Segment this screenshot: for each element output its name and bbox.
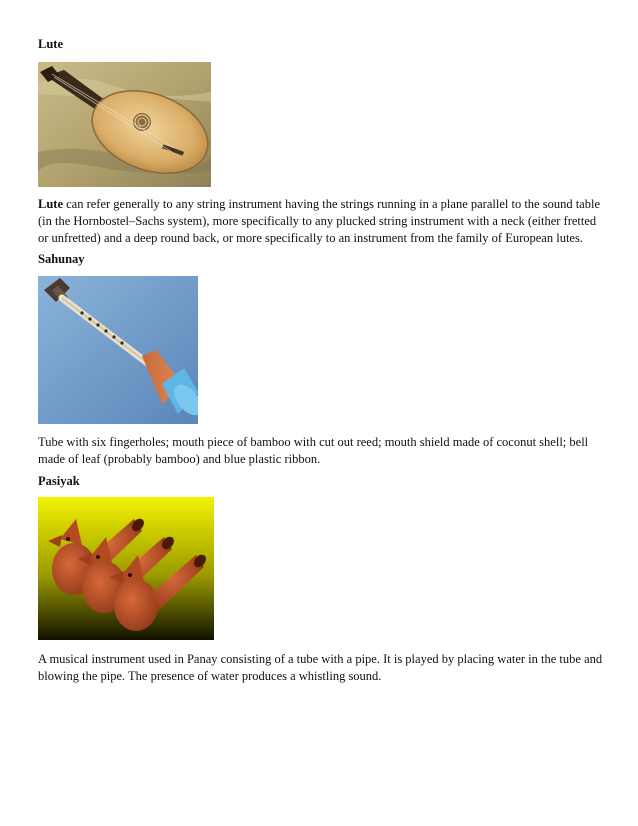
heading-pasiyak: Pasiyak [38, 474, 80, 488]
lute-description-text: can refer generally to any string instrument having the strings running in a plane parallel to the sound table (in the Hornbostel–Sachs system), more specifically to any plucked string instrument with a neck (either fretted or unfretted) and a deep round back, or more specifically to an instrument from the family of European lutes. [38, 197, 600, 245]
pasiyak-description: A musical instrument used in Panay consisting of a tube with a pipe. It is played by placing water in the tube and blowing the pipe. The presence of water produces a whistling sound. [38, 652, 603, 683]
heading-lute: Lute [38, 37, 63, 51]
sahunay-description: Tube with six fingerholes; mouth piece of bamboo with cut out reed; mouth shield made of coconut shell; bell made of leaf (probably bamboo) and blue plastic ribbon. [38, 435, 589, 466]
lute-description [38, 196, 606, 247]
lute-image [38, 62, 211, 187]
sahunay-image [38, 276, 198, 424]
heading-sahunay: Sahunay [38, 252, 85, 266]
pasiyak-image [38, 497, 214, 640]
lute-description-lead: Lute [38, 197, 63, 211]
